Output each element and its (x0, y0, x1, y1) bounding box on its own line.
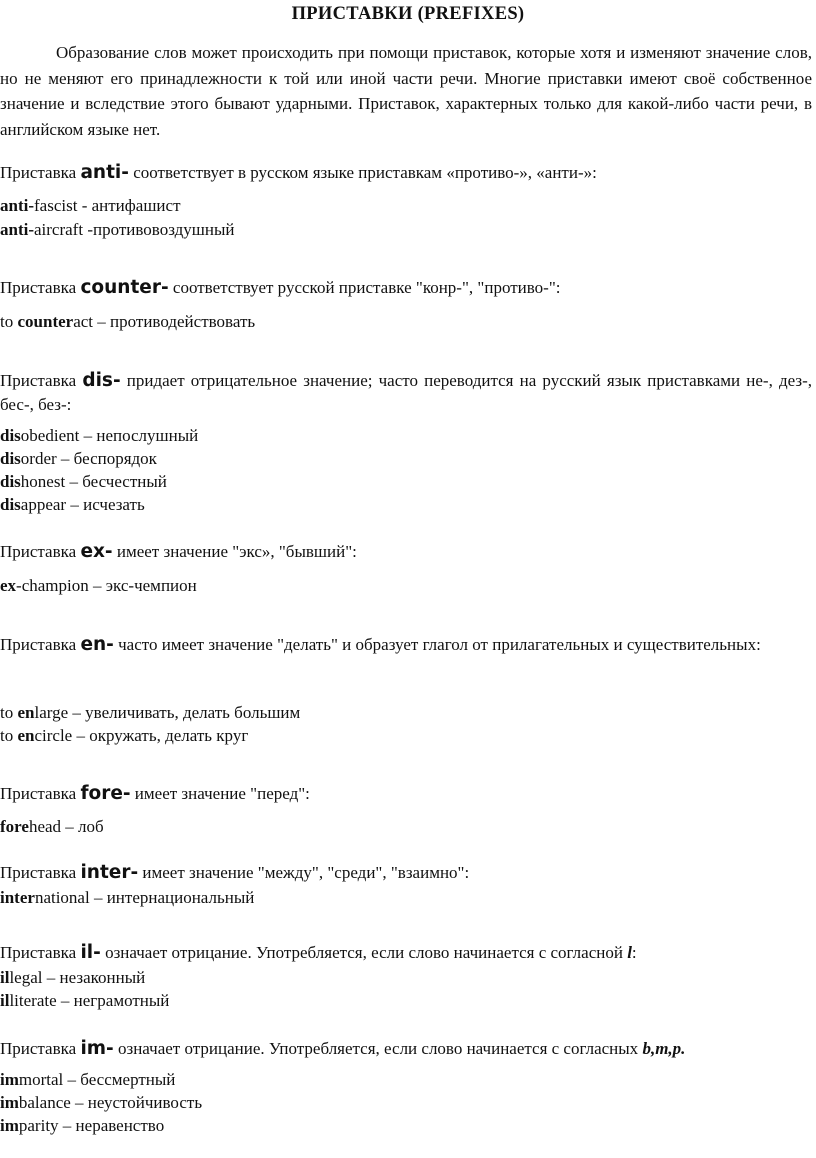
section-lead: Приставка (0, 863, 77, 882)
example-item: international – интернациональный (0, 888, 255, 907)
section-lead: Приставка (0, 542, 77, 561)
page-title: ПРИСТАВКИ (PREFIXES) (291, 4, 525, 24)
prefix: anti- (80, 162, 129, 183)
section-desc: означает отрицание. Употребляется, если слово начинается с согласных (117, 1039, 639, 1058)
example-item: dishonest – бесчестный (0, 472, 167, 491)
prefix: inter- (80, 862, 139, 883)
consonant-letters: b,m,p. (642, 1039, 686, 1058)
example-item: anti-aircraft -противовоздушный (0, 220, 235, 239)
consonant-letters: l (627, 943, 632, 962)
prefix: dis- (82, 370, 121, 391)
prefix: ex- (80, 541, 113, 562)
example-item: illegal – незаконный (0, 968, 146, 987)
section-lead: Приставка (0, 371, 77, 390)
example-item: to encircle – окружать, делать круг (0, 726, 249, 745)
section-desc: имеет значение "экс», "бывший": (116, 542, 357, 561)
section-inter (0, 861, 812, 885)
section-lead: Приставка (0, 635, 77, 654)
section-desc: соответствует в русском языке приставкам «противо-», «анти-»: (133, 163, 597, 182)
section-counter (0, 276, 812, 300)
example-item: immortal – бессмертный (0, 1070, 176, 1089)
example-item: ex-champion – экс-чемпион (0, 576, 197, 595)
section-il: Приставка il- означает отрицание. Употребляется, если слово начинается с согласной l: (0, 942, 637, 963)
example-item: disobedient – непослушный (0, 426, 199, 445)
section-dis (0, 369, 812, 417)
example-item: forehead – лоб (0, 817, 104, 836)
example-item: illiterate – неграмотный (0, 991, 170, 1010)
section-ex (0, 540, 812, 564)
section-lead: Приставка (0, 1039, 77, 1058)
prefix: counter- (80, 277, 169, 298)
prefix: im- (80, 1038, 114, 1059)
example-item: disappear – исчезать (0, 495, 145, 514)
prefix: en- (80, 634, 114, 655)
example-item: imparity – неравенство (0, 1116, 165, 1135)
section-desc: означает отрицание. Употребляется, если слово начинается с согласной (105, 943, 623, 962)
section-desc: имеет значение "перед": (134, 784, 310, 803)
section-desc: имеет значение "между", "среди", "взаимно": (142, 863, 470, 882)
section-lead: Приставка (0, 278, 77, 297)
section-lead: Приставка (0, 784, 77, 803)
section-im (0, 1037, 812, 1061)
section-desc: придает отрицательное значение; часто переводится на русский язык приставками не-, дез-, бес-, без-: (0, 371, 813, 414)
example-item: anti-fascist - антифашист (0, 196, 181, 215)
section-fore (0, 782, 812, 806)
example-item: to counteract – противодействовать (0, 312, 256, 331)
intro-paragraph (0, 40, 812, 142)
example-item: to enlarge – увеличивать, делать большим (0, 703, 301, 722)
example-item: imbalance – неустойчивость (0, 1093, 203, 1112)
prefix: fore- (80, 783, 131, 804)
intro-text: Образование слов может происходить при помощи приставок, которые хотя и изменяют значение слов, но не меняют его принадлежности к той или иной части речи. Многие приставки имеют своё собственное значение и вследствие этого бывают ударными. Приставок, характерных только для какой-либо части речи, в английском языке нет. (0, 43, 812, 139)
example-item: disorder – беспорядок (0, 449, 157, 468)
section-anti (0, 161, 812, 185)
section-desc: соответствует русской приставке "конр-", "противо-": (172, 278, 561, 297)
section-en (0, 633, 812, 657)
prefix: il- (80, 942, 101, 963)
section-lead: Приставка (0, 943, 77, 962)
section-desc: часто имеет значение "делать" и образует глагол от прилагательных и существительных: (118, 635, 761, 654)
section-lead: Приставка (0, 163, 77, 182)
